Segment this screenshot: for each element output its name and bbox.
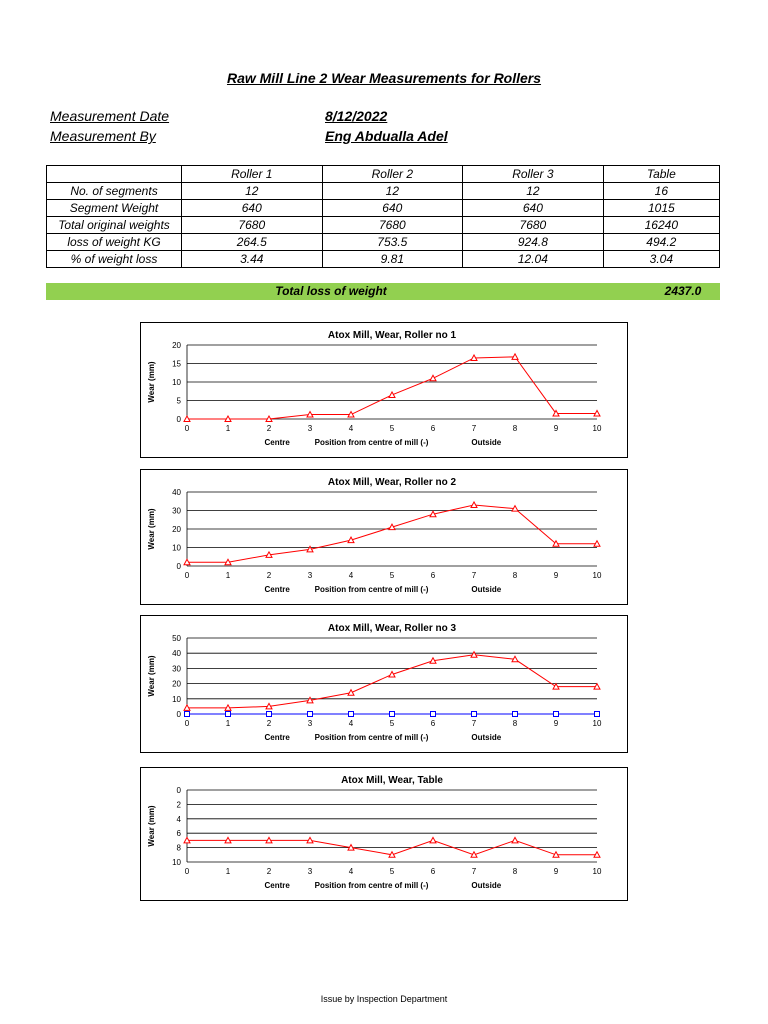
x-tick-label: 9	[553, 571, 559, 580]
x-tick-label: 8	[512, 571, 518, 580]
y-tick-label: 10	[172, 858, 181, 867]
table-cell: 1015	[603, 200, 719, 217]
row-label: Total original weights	[47, 217, 182, 234]
y-tick-label: 15	[172, 359, 181, 369]
table-cell: 16240	[603, 217, 719, 234]
y-axis-label: Wear (mm)	[147, 805, 156, 847]
y-tick-label: 40	[172, 649, 181, 659]
x-tick-label: 0	[184, 867, 190, 876]
row-label: % of weight loss	[47, 251, 182, 268]
column-header: Roller 1	[182, 166, 323, 183]
chart-title: Atox Mill, Wear, Roller no 2	[327, 477, 457, 488]
y-tick-label: 10	[172, 378, 181, 387]
x-tick-label: 6	[430, 424, 436, 433]
x-tick-label: 7	[471, 867, 477, 876]
data-point	[185, 712, 190, 717]
measurement-by-label: Measurement By	[50, 128, 156, 144]
y-tick-label: 30	[172, 506, 181, 516]
x-tick-label: 10	[592, 867, 602, 876]
row-label: No. of segments	[47, 183, 182, 200]
x-tick-label: 5	[389, 719, 395, 728]
data-point	[349, 712, 354, 717]
x-tick-label: 1	[225, 719, 231, 728]
table-cell: 3.04	[603, 251, 719, 268]
chart-title: Atox Mill, Wear, Table	[341, 775, 443, 786]
y-tick-label: 5	[176, 396, 181, 406]
data-point	[348, 690, 354, 696]
x-axis-label: Position from centre of mill (-)	[314, 585, 429, 594]
table-cell: 12	[463, 183, 604, 200]
total-loss-label: Total loss of weight	[275, 284, 387, 298]
x-tick-label: 1	[225, 867, 231, 876]
chart-roller-1-svg	[141, 323, 627, 457]
measurement-by-value: Eng Abdualla Adel	[325, 128, 448, 144]
data-point	[595, 712, 600, 717]
x-tick-label: 10	[592, 424, 602, 433]
table-cell: 3.44	[182, 251, 323, 268]
table-cell: 7680	[182, 217, 323, 234]
x-tick-label: 3	[307, 571, 313, 580]
y-tick-label: 30	[172, 664, 181, 674]
x-tick-label: 7	[471, 424, 477, 433]
data-point	[431, 712, 436, 717]
table-row	[47, 200, 720, 217]
x-tick-label: 3	[307, 867, 313, 876]
x-left-label: Centre	[264, 438, 290, 447]
x-tick-label: 9	[553, 719, 559, 728]
table-cell: 264.5	[182, 234, 323, 251]
x-tick-label: 2	[266, 719, 272, 728]
footer-note: Issue by Inspection Department	[320, 994, 448, 1004]
x-right-label: Outside	[471, 438, 502, 447]
table-cell: 640	[182, 200, 323, 217]
x-tick-label: 1	[225, 571, 231, 580]
y-tick-label: 0	[176, 562, 181, 571]
chart-title: Atox Mill, Wear, Roller no 3	[327, 623, 457, 634]
page-title: Raw Mill Line 2 Wear Measurements for Rollers	[226, 70, 542, 86]
series-line	[187, 357, 597, 419]
x-left-label: Centre	[264, 881, 290, 890]
y-tick-label: 4	[176, 814, 181, 824]
chart-roller-3-svg	[141, 616, 627, 752]
x-tick-label: 9	[553, 867, 559, 876]
x-right-label: Outside	[471, 733, 502, 742]
x-axis-label: Position from centre of mill (-)	[314, 881, 429, 890]
table-cell: 16	[603, 183, 719, 200]
data-point	[430, 837, 436, 843]
y-tick-label: 0	[176, 710, 181, 719]
table-cell: 7680	[463, 217, 604, 234]
total-loss-value: 2437.0	[664, 284, 702, 298]
x-tick-label: 2	[266, 867, 272, 876]
table-header-row	[47, 166, 720, 183]
x-tick-label: 0	[184, 424, 190, 433]
x-right-label: Outside	[471, 585, 502, 594]
total-loss-bar	[46, 283, 720, 300]
y-tick-label: 6	[176, 829, 181, 839]
x-tick-label: 0	[184, 719, 190, 728]
x-tick-label: 6	[430, 867, 436, 876]
x-tick-label: 10	[592, 571, 602, 580]
table-cell: 640	[463, 200, 604, 217]
data-point	[513, 712, 518, 717]
measurement-date-value: 8/12/2022	[325, 108, 388, 124]
data-point	[430, 375, 436, 381]
table-row	[47, 217, 720, 234]
chart-table	[140, 767, 628, 901]
column-header: Roller 3	[463, 166, 604, 183]
chart-title: Atox Mill, Wear, Roller no 1	[327, 330, 457, 341]
y-tick-label: 0	[176, 786, 181, 795]
chart-roller-1	[140, 322, 628, 458]
data-point	[512, 837, 518, 843]
data-point	[308, 712, 313, 717]
x-left-label: Centre	[264, 733, 290, 742]
table-cell: 9.81	[322, 251, 463, 268]
table-cell: 640	[322, 200, 463, 217]
table-cell: 494.2	[603, 234, 719, 251]
y-tick-label: 50	[172, 634, 181, 643]
table-cell: 924.8	[463, 234, 604, 251]
x-tick-label: 6	[430, 571, 436, 580]
x-tick-label: 4	[348, 571, 354, 580]
series-line	[187, 655, 597, 708]
x-left-label: Centre	[264, 585, 290, 594]
chart-table-svg	[141, 768, 627, 900]
x-tick-label: 8	[512, 424, 518, 433]
table-cell: 12	[322, 183, 463, 200]
y-tick-label: 40	[172, 488, 181, 497]
x-tick-label: 10	[592, 719, 602, 728]
x-tick-label: 4	[348, 719, 354, 728]
y-tick-label: 20	[172, 525, 181, 534]
data-point	[267, 712, 272, 717]
x-tick-label: 8	[512, 719, 518, 728]
x-axis-label: Position from centre of mill (-)	[314, 438, 429, 447]
data-point	[472, 712, 477, 717]
y-axis-label: Wear (mm)	[147, 508, 156, 550]
summary-table	[46, 165, 720, 268]
x-tick-label: 9	[553, 424, 559, 433]
data-point	[226, 712, 231, 717]
x-tick-label: 8	[512, 867, 518, 876]
x-tick-label: 0	[184, 571, 190, 580]
row-label: loss of weight KG	[47, 234, 182, 251]
x-axis-label: Position from centre of mill (-)	[314, 733, 429, 742]
x-tick-label: 3	[307, 424, 313, 433]
row-label: Segment Weight	[47, 200, 182, 217]
x-tick-label: 5	[389, 867, 395, 876]
table-cell: 7680	[322, 217, 463, 234]
column-header: Roller 2	[322, 166, 463, 183]
table-corner-cell	[47, 166, 182, 183]
x-tick-label: 5	[389, 571, 395, 580]
x-tick-label: 7	[471, 571, 477, 580]
table-row	[47, 183, 720, 200]
x-tick-label: 4	[348, 424, 354, 433]
table-row	[47, 251, 720, 268]
data-point	[554, 712, 559, 717]
chart-roller-2-svg	[141, 470, 627, 604]
table-cell: 753.5	[322, 234, 463, 251]
measurement-date-label: Measurement Date	[50, 108, 170, 124]
series-line	[187, 505, 597, 562]
x-tick-label: 4	[348, 867, 354, 876]
data-point	[390, 712, 395, 717]
y-tick-label: 10	[172, 543, 181, 553]
y-tick-label: 20	[172, 679, 181, 689]
y-tick-label: 8	[176, 843, 181, 853]
x-tick-label: 6	[430, 719, 436, 728]
x-tick-label: 7	[471, 719, 477, 728]
x-tick-label: 2	[266, 571, 272, 580]
data-point	[389, 392, 395, 398]
chart-roller-2	[140, 469, 628, 605]
x-tick-label: 2	[266, 424, 272, 433]
table-cell: 12	[182, 183, 323, 200]
x-tick-label: 3	[307, 719, 313, 728]
x-right-label: Outside	[471, 881, 502, 890]
table-cell: 12.04	[463, 251, 604, 268]
x-tick-label: 1	[225, 424, 231, 433]
table-row	[47, 234, 720, 251]
y-tick-label: 2	[176, 800, 181, 810]
column-header: Table	[603, 166, 719, 183]
y-axis-label: Wear (mm)	[147, 361, 156, 403]
y-tick-label: 20	[172, 341, 181, 350]
y-tick-label: 10	[172, 694, 181, 704]
y-axis-label: Wear (mm)	[147, 655, 156, 697]
chart-roller-3	[140, 615, 628, 753]
x-tick-label: 5	[389, 424, 395, 433]
y-tick-label: 0	[176, 415, 181, 424]
